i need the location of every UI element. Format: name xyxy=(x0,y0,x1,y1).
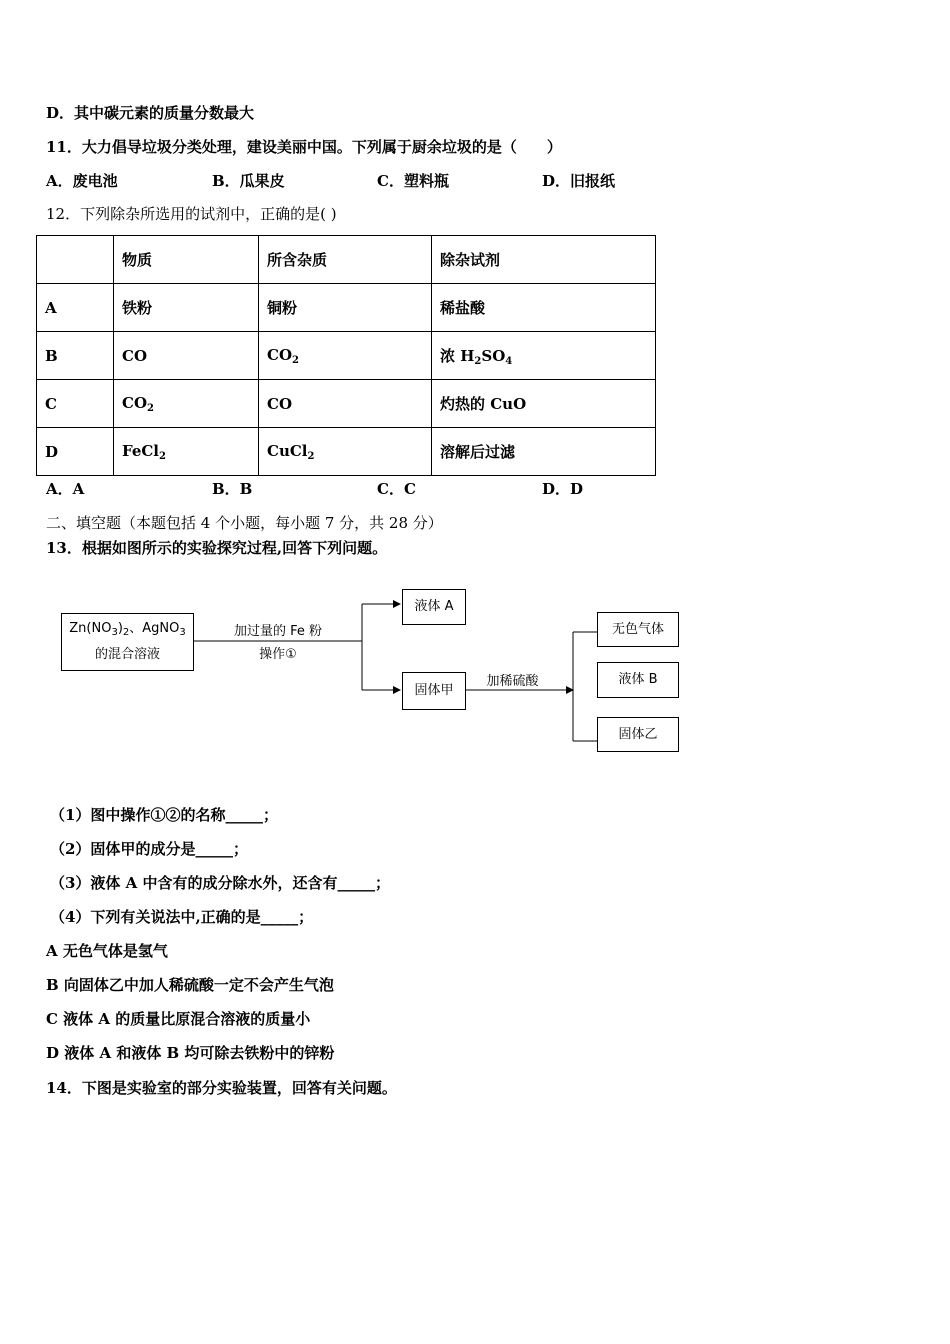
table-cell: $CO_2$ xyxy=(114,380,259,428)
step1-label: 加过量的 Fe 粉 xyxy=(233,624,323,639)
table-cell: D xyxy=(37,428,114,476)
table-cell: CO xyxy=(114,332,259,380)
table-cell: FeCl$_2$ xyxy=(114,428,259,476)
section-title: 二、填空题（本题包括 4 个小题，每小题 7 分，共 28 分） xyxy=(46,514,443,532)
table-cell: 铁粉 xyxy=(114,284,259,332)
table-cell: CO xyxy=(259,380,432,428)
table-cell: C xyxy=(37,380,114,428)
table-cell: 铜粉 xyxy=(259,284,432,332)
solid-yi-box: 固体乙 xyxy=(597,717,679,752)
table-header-cell: 除杂试剂 xyxy=(432,236,656,284)
start-line2: 的混合溶液 xyxy=(94,647,160,662)
table-cell: $CO_2$ xyxy=(259,332,432,380)
start-solution-box xyxy=(61,613,194,671)
q12-option-a: A．A xyxy=(46,480,85,498)
q13-stem: 13．根据如图所示的实验探究过程,回答下列问题。 xyxy=(46,539,388,557)
table-cell: 浓 $H_2SO_4$ xyxy=(432,332,656,380)
table-cell: B xyxy=(37,332,114,380)
q11-option-d: D．旧报纸 xyxy=(542,172,616,190)
q13-statement-b: B 向固体乙中加人稀硫酸一定不会产生气泡 xyxy=(46,976,334,994)
table-header-cell: 物质 xyxy=(114,236,259,284)
table-cell: CuCl$_2$ xyxy=(259,428,432,476)
q12-option-b: B．B xyxy=(212,480,253,498)
q11-option-a: A．废电池 xyxy=(46,172,118,190)
q13-statement-d: D 液体 A 和液体 B 均可除去铁粉中的锌粉 xyxy=(46,1044,335,1062)
q14-stem: 14．下图是实验室的部分实验装置，回答有关问题。 xyxy=(46,1079,397,1097)
q13-sub-1: （1）图中操作①②的名称_____； xyxy=(50,806,278,824)
gas-box: 无色气体 xyxy=(597,612,679,647)
step2-label: 加稀硫酸 xyxy=(486,674,539,689)
q12-option-d: D．D xyxy=(542,480,584,498)
q13-sub-3: （3）液体 A 中含有的成分除水外，还含有_____； xyxy=(50,874,391,892)
q13-statement-c: C 液体 A 的质量比原混合溶液的质量小 xyxy=(46,1010,311,1028)
q12-option-c: C．C xyxy=(377,480,416,498)
table-cell: 溶解后过滤 xyxy=(432,428,656,476)
table-cell: A xyxy=(37,284,114,332)
table-cell: 稀盐酸 xyxy=(432,284,656,332)
q13-sub-2: （2）固体甲的成分是_____； xyxy=(50,840,248,858)
q11-option-c: C．塑料瓶 xyxy=(377,172,449,190)
q12-stem: 12．下列除杂所选用的试剂中，正确的是( ) xyxy=(46,205,337,223)
solid-jia-box: 固体甲 xyxy=(402,672,466,710)
q11-stem: 11．大力倡导垃圾分类处理，建设美丽中国。下列属于厨余垃圾的是（ ） xyxy=(46,138,562,156)
q13-sub-4: （4）下列有关说法中,正确的是_____； xyxy=(50,908,314,926)
q13-statement-a: A 无色气体是氢气 xyxy=(46,942,168,960)
table-cell: 灼热的 CuO xyxy=(432,380,656,428)
step1-operation: 操作① xyxy=(259,647,297,662)
q10-option-d: D．其中碳元素的质量分数最大 xyxy=(46,104,255,122)
start-line1: $Zn(NO_3)_2$、AgNO$_3$ xyxy=(69,621,186,638)
liquid-a-box: 液体 A xyxy=(402,589,466,625)
liquid-b-box: 液体 B xyxy=(597,662,679,698)
q11-option-b: B．瓜果皮 xyxy=(212,172,285,190)
table-header-cell: 所含杂质 xyxy=(259,236,432,284)
